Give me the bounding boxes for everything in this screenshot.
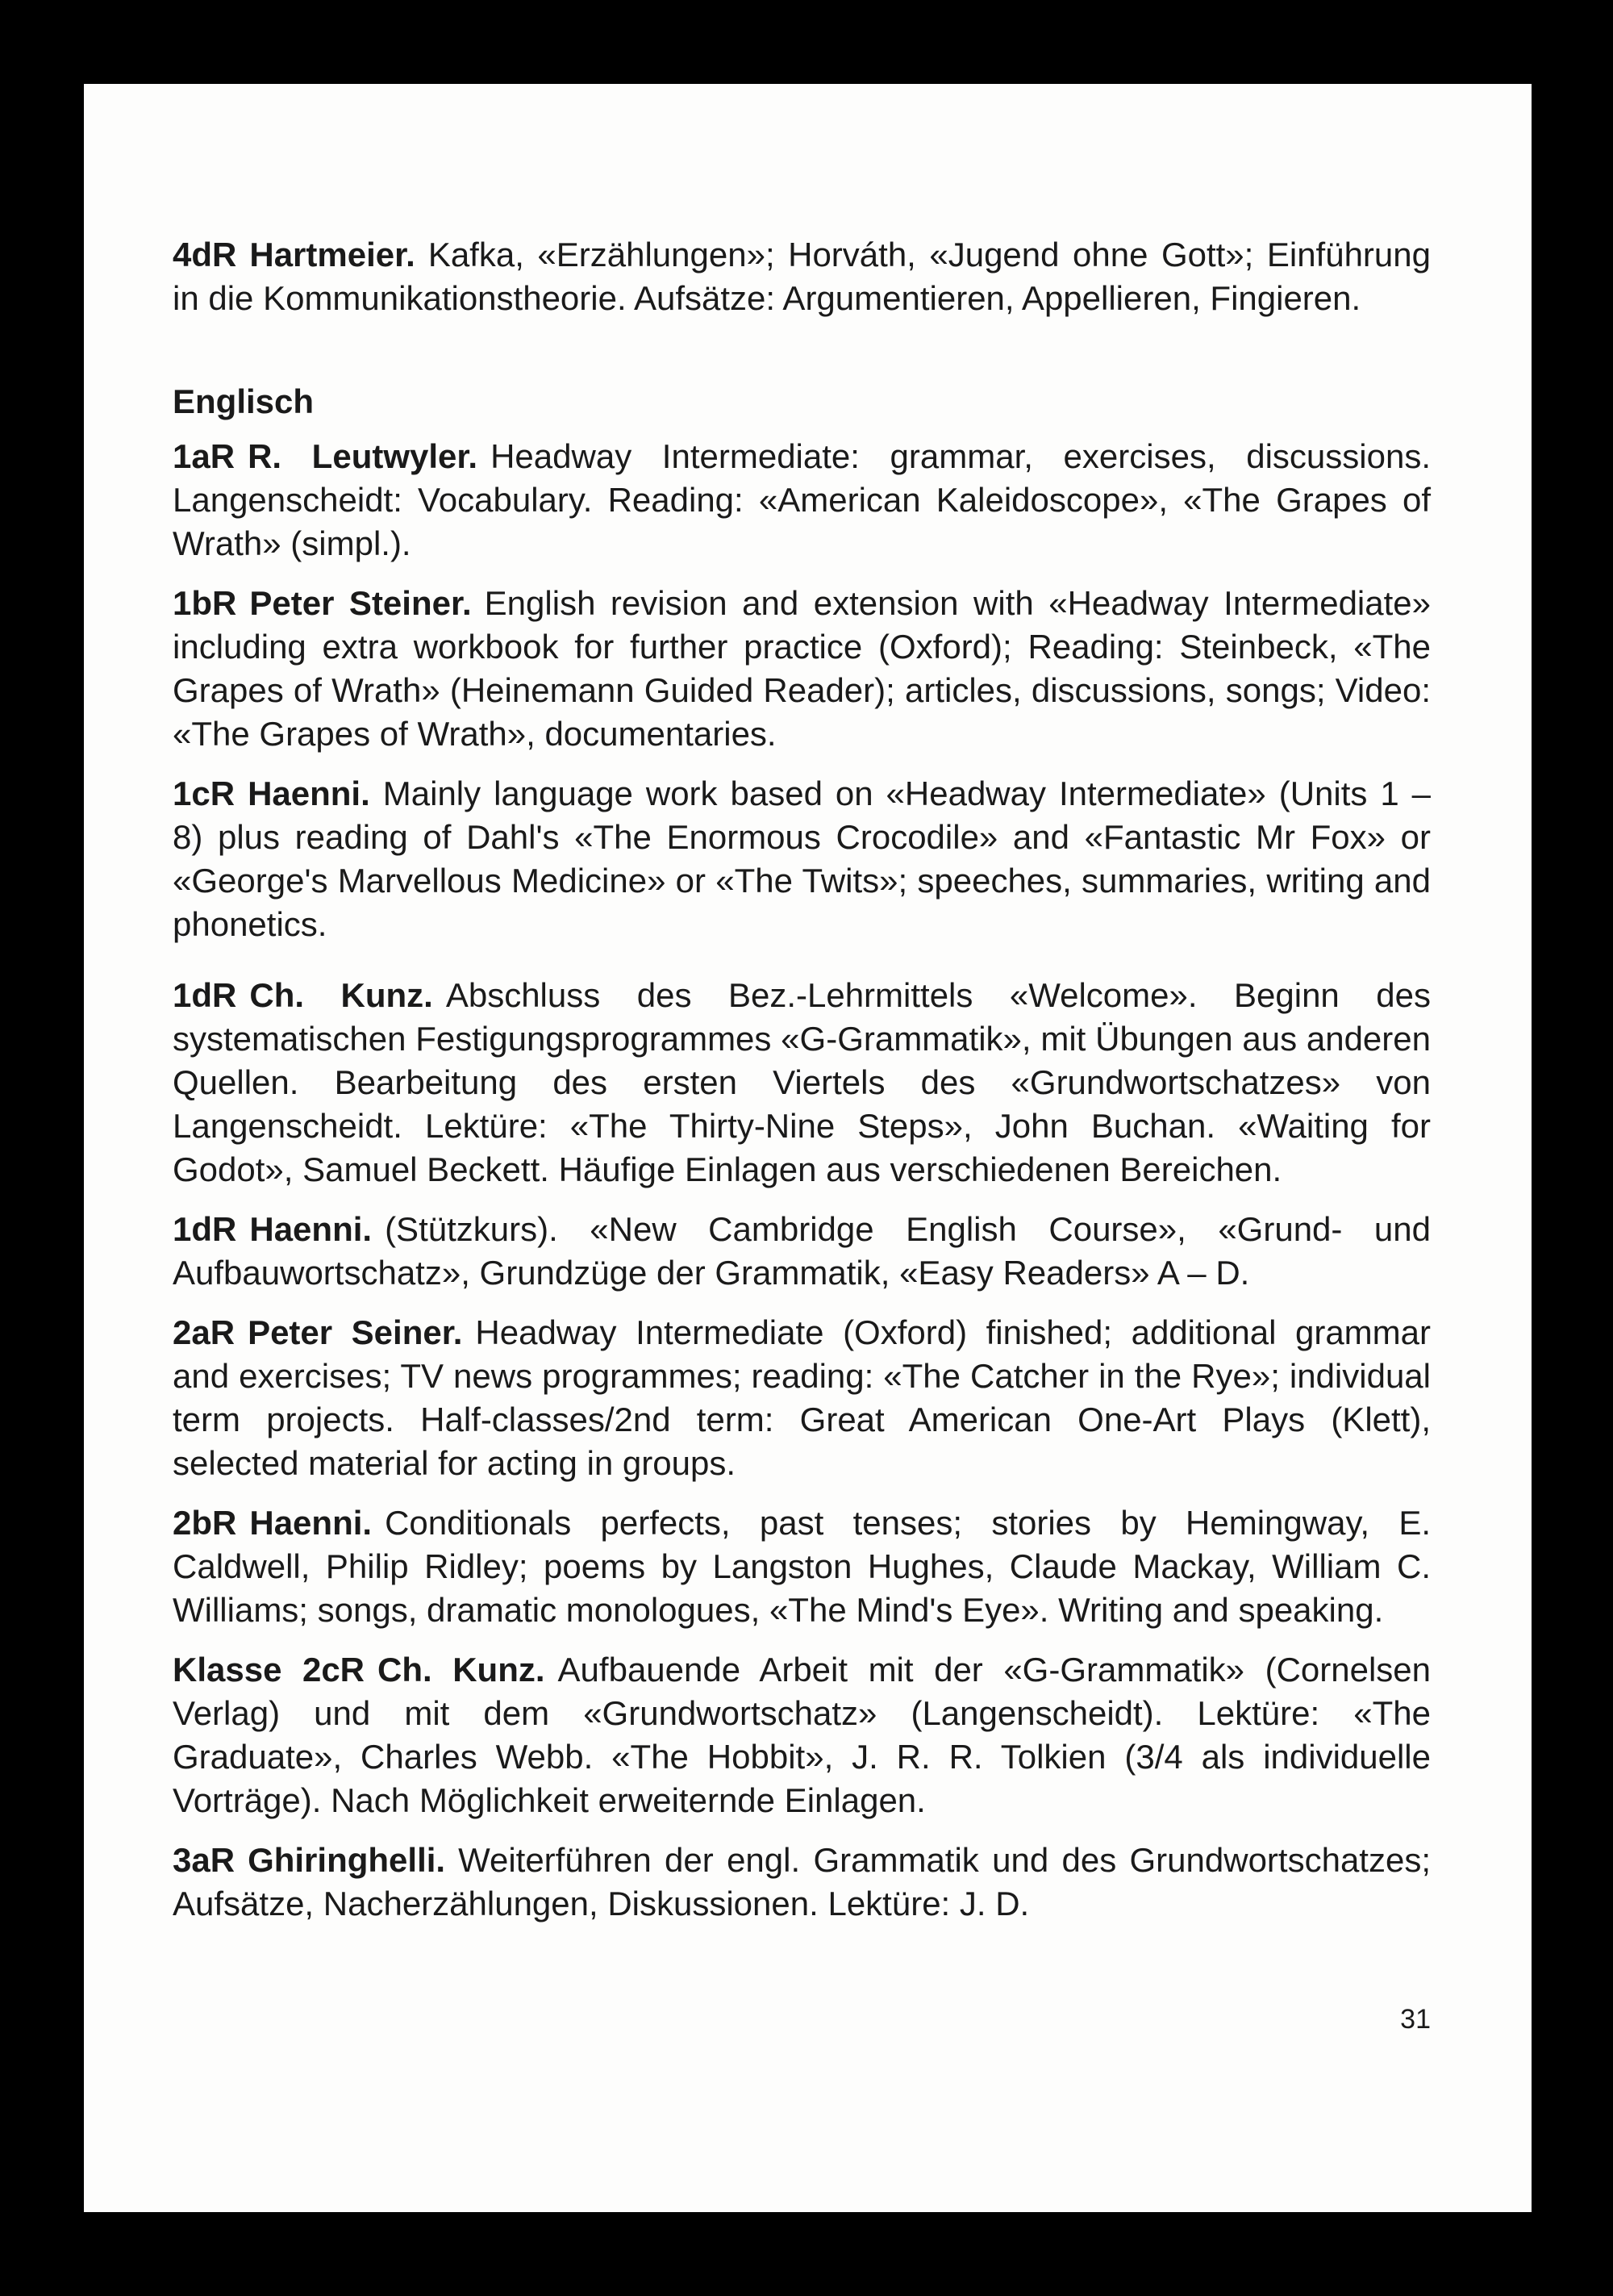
- course-entry: [173, 1839, 1431, 1926]
- page-number: 31: [1400, 2004, 1431, 2035]
- section-heading-englisch: Englisch: [173, 382, 315, 420]
- teacher-name: Peter Steiner.: [249, 584, 472, 622]
- class-label: 1dR: [173, 976, 237, 1014]
- course-entry: [173, 435, 1431, 566]
- teacher-name: Haenni.: [248, 774, 370, 812]
- class-label: 1dR: [173, 1210, 237, 1248]
- course-description: Conditionals perfects, past tenses; stories by Hemingway, E. Caldwell, Philip Ridley; poems by Langston Hughes, Claude Mackay, William C. Williams; songs, dramatic monologues, «The Mind's Eye». Writing and speaking.: [173, 1504, 1431, 1629]
- course-description: Aufbauende Arbeit mit der «G-Grammatik» (Cornelsen Verlag) und mit dem «Grundwortschatz» (Langenscheidt). Lektüre: «The Graduate», Charles Webb. «The Hobbit», J. R. R. Tolkien (3/4 als individuelle Vorträge). Nach Möglichkeit erweiternde Einlagen.: [173, 1651, 1432, 1819]
- course-entry: [173, 1208, 1431, 1295]
- teacher-name: Haenni.: [249, 1210, 373, 1248]
- class-label: 3aR: [173, 1841, 235, 1879]
- course-entry: [173, 974, 1431, 1192]
- course-description: (Stützkurs). «New Cambridge English Course», «Grund- und Aufbauwortschatz», Grundzüge der Grammatik, «Easy Readers» A – D.: [173, 1210, 1431, 1292]
- teacher-name: Ch. Kunz.: [249, 976, 433, 1014]
- course-description: English revision and extension with «Headway Intermediate» including extra workbook for further practice (Oxford); Reading: Steinbeck, «The Grapes of Wrath» (Heinemann Guided Reader); articles, discussions, songs; Video: «The Grapes of Wrath», documentaries.: [173, 584, 1431, 753]
- course-description: Headway Intermediate (Oxford) finished; additional grammar and exercises; TV news programmes; reading: «The Catcher in the Rye»; individual term projects. Half-classes/2nd term: Great American One-Art Plays (Klett), selected material for acting in groups.: [173, 1313, 1431, 1482]
- course-description: Headway Intermediate: grammar, exercises, discussions. Langenscheidt: Vocabulary. Reading: «American Kaleidoscope», «The Grapes of Wrath» (simpl.).: [173, 437, 1431, 562]
- class-label: Klasse 2cR: [173, 1651, 365, 1689]
- teacher-name: Haenni.: [249, 1504, 373, 1542]
- course-entry: [173, 1311, 1431, 1485]
- teacher-name: Ghiringhelli.: [248, 1841, 446, 1879]
- class-label: 1aR: [173, 437, 235, 475]
- course-description: Abschluss des Bez.-Lehrmittels «Welcome». Beginn des systematischen Festigungsprogrammes «G-Grammatik», mit Übungen aus anderen Quellen. Bearbeitung des ersten Viertels des «Grundwortschatzes» von Langenscheidt. Lektüre: «The Thirty-Nine Steps», John Buchan. «Waiting for Godot», Samuel Beckett. Häufige Einlagen aus verschiedenen Bereichen.: [173, 976, 1432, 1188]
- class-label: 1cR: [173, 774, 235, 812]
- class-label: 1bR: [173, 584, 237, 622]
- class-label: 2aR: [173, 1313, 235, 1351]
- teacher-name: Peter Seiner.: [248, 1313, 463, 1351]
- teacher-name: R. Leutwyler.: [248, 437, 478, 475]
- course-description: Weiterführen der engl. Grammatik und des Grundwortschatzes; Aufsätze, Nacherzählungen, Diskussionen. Lektüre: J. D.: [173, 1841, 1431, 1922]
- course-entry: [173, 772, 1431, 946]
- teacher-name: Hartmeier.: [249, 236, 415, 273]
- document-page: [84, 84, 1532, 2212]
- teacher-name: Ch. Kunz.: [377, 1651, 545, 1689]
- course-entry: [173, 582, 1431, 756]
- course-entry-4dr: [173, 233, 1431, 320]
- course-description: Mainly language work based on «Headway Intermediate» (Units 1 – 8) plus reading of Dahl's «The Enormous Crocodile» and «Fantastic Mr Fox» or «George's Marvellous Medicine» or «The Twits»; speeches, summaries, writing and phonetics.: [173, 774, 1431, 943]
- class-label: 2bR: [173, 1504, 237, 1542]
- course-description: Kafka, «Erzählungen»; Horváth, «Jugend ohne Gott»; Einführung in die Kommunikationstheorie. Aufsätze: Argumentieren, Appellieren, Fingieren.: [173, 236, 1431, 317]
- course-entry: [173, 1501, 1431, 1632]
- course-entry: [173, 1648, 1431, 1822]
- class-label: 4dR: [173, 236, 237, 273]
- page-content: [173, 233, 1431, 1942]
